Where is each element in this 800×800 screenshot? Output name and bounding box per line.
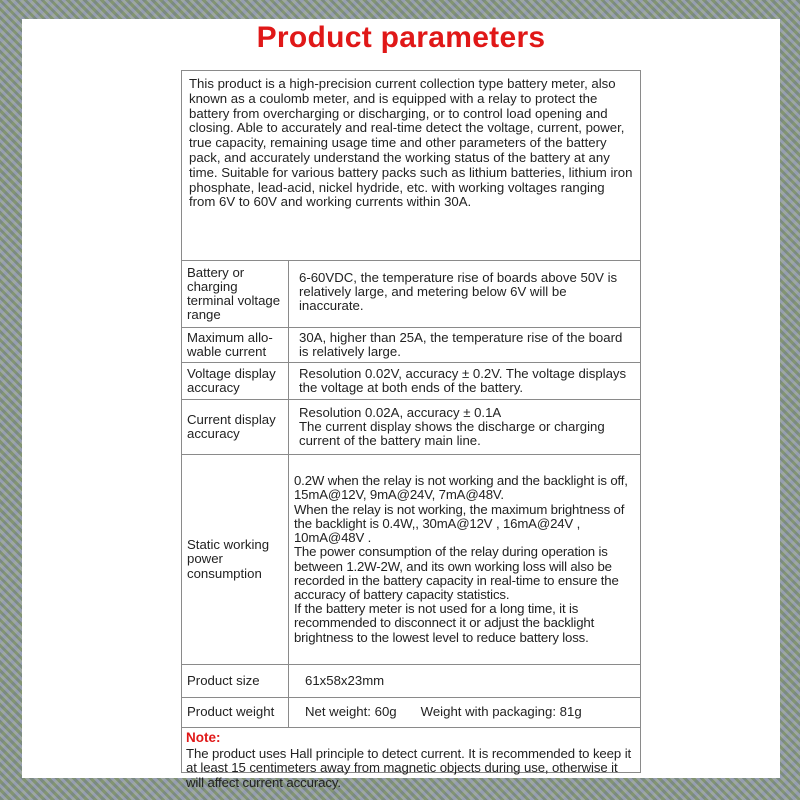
param-value: 0.2W when the relay is not working and the backlight is off, 15mA@12V, 9mA@24V, 7mA@48V. When the relay is not working, the maximum brightness of the backlight is 0.4W,, 30mA@12V , 16mA@24V , 10mA@48V . The power consumption of the relay during operation is between 1.2W-2W, and its own working loss will also be recorded in the battery capacity in real-time to ensure the accuracy of battery capacity statistics. If the battery meter is not used for a long time, it is recommended to disconnect it or adjust the backlight brightness to the lowest level to reduce battery loss. xyxy=(294,473,628,645)
table-row xyxy=(182,455,640,665)
product-sheet xyxy=(22,19,780,790)
param-label: Product size xyxy=(182,665,289,697)
page-title: Product parameters xyxy=(256,21,546,54)
param-label: Current display accuracy xyxy=(182,400,289,454)
param-value xyxy=(289,698,640,727)
net-weight: Net weight: 60g xyxy=(305,704,397,720)
parameters-table xyxy=(181,70,641,790)
note-label: Note: xyxy=(186,730,221,745)
table-row xyxy=(182,328,640,363)
note-text: The product uses Hall principle to detect current. It is recommended to keep it at least 15 centimeters away from magnetic objects during use, otherwise it will affect current accuracy. xyxy=(186,746,632,790)
product-description: This product is a high-precision current collection type battery meter, also known as a coulomb meter, and is equipped with a relay to protect the battery from overcharging or discharging, or to control load opening and closing. Able to accurately and real-time detect the voltage, current, power, true capacity, remaining usage time and other parameters of the battery pack, and accurately understand the working status of the battery at any time. Suitable for various battery packs such as lithium batteries, lithium iron phosphate, lead-acid, nickel hydride, etc. with working voltages ranging from 6V to 60V and working currents within 30A. xyxy=(182,71,640,261)
param-value: 6-60VDC, the temperature rise of boards above 50V is relatively large, and metering below 6V will be inaccurate. xyxy=(299,270,618,314)
param-label: Battery or charging terminal voltage range xyxy=(182,261,289,327)
param-label: Maximum allo-wable current xyxy=(182,328,289,362)
note-section xyxy=(182,728,640,790)
table-row xyxy=(182,665,640,698)
table-row xyxy=(182,400,640,455)
weight-values xyxy=(299,705,582,719)
param-label: Voltage display accuracy xyxy=(182,363,289,399)
param-value: Resolution 0.02V, accuracy ± 0.2V. The voltage displays the voltage at both ends of the battery. xyxy=(299,365,627,395)
table-row xyxy=(182,698,640,728)
param-value: 30A, higher than 25A, the temperature rise of the board is relatively large. xyxy=(299,329,623,359)
param-value: Resolution 0.02A, accuracy ± 0.1A The current display shows the discharge or charging current of the battery main line. xyxy=(299,404,605,449)
table-row xyxy=(182,261,640,328)
param-label: Static working power consumption xyxy=(182,455,289,664)
param-label: Product weight xyxy=(182,698,289,727)
packaged-weight: Weight with packaging: 81g xyxy=(420,704,582,720)
param-value: 61x58x23mm xyxy=(305,672,385,688)
table-row xyxy=(182,363,640,400)
